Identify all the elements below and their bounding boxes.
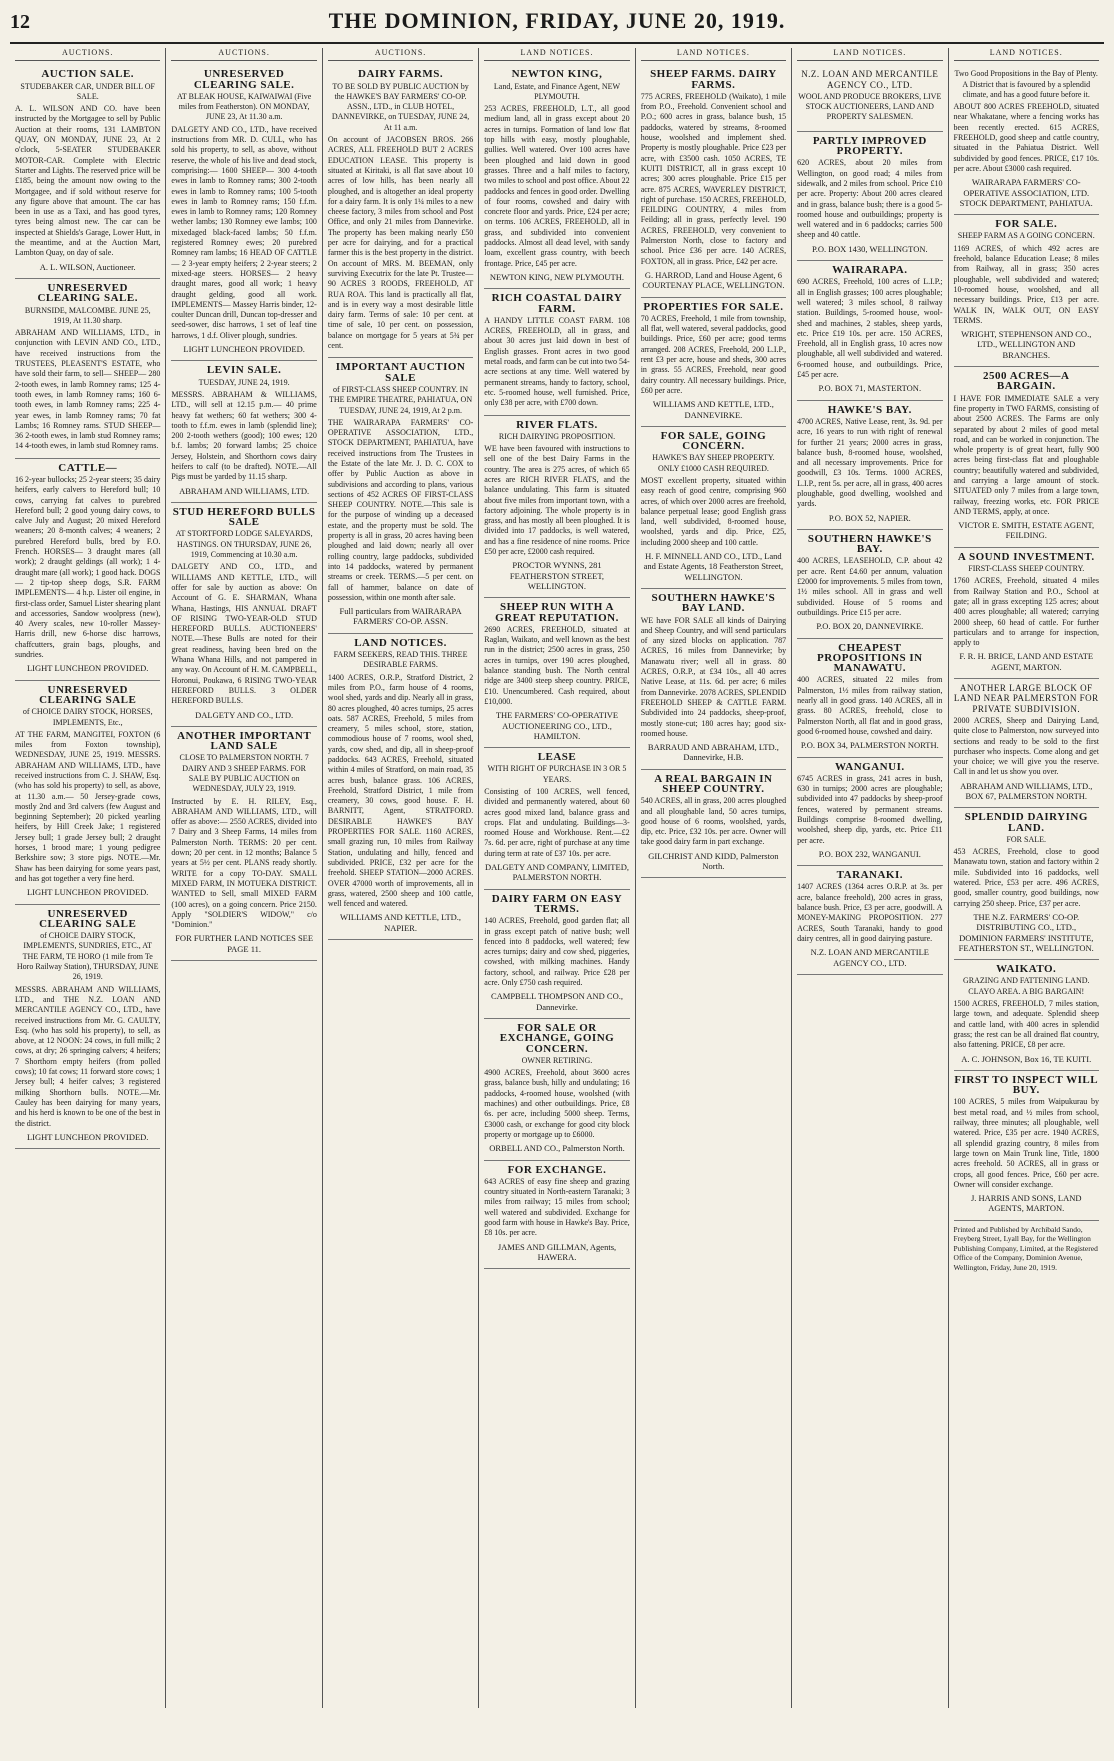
ad-subtitle: RICH DAIRYING PROPOSITION.	[498, 431, 616, 441]
advertisement	[954, 808, 1099, 960]
ad-title: IMPORTANT AUCTION SALE	[335, 361, 466, 384]
ad-body-text: ABRAHAM AND WILLIAMS, LTD., in conjunction with LEVIN AND CO., LTD., have received instructions from the TRUSTEES, PLEASENT'S ESTATE, who have sold their farm, to sell— SHEEP— 280 2-tooth ewes, in lamb Romney rams; 125 4-tooth ewes, in lamb Romney rams; 160 6-tooth ewes, in lamb Romney rams; 225 4-year ewes, in lamb Romney rams; 70 fat Lambs; 16 Romney rams. STUD SHEEP— 36 2-tooth ewes, in lamb stud Romney rams; 14 4-tooth ewes, in lamb stud Romney rams.	[15, 328, 161, 451]
advertisement	[484, 1161, 629, 1270]
ad-signature: VICTOR E. SMITH, ESTATE AGENT, FEILDING.	[958, 520, 1095, 541]
ad-subtitle: FOR SALE.	[1006, 834, 1047, 844]
ad-title: FIRST TO INSPECT WILL BUY.	[954, 1073, 1099, 1097]
ad-signature: Full particulars from WAIRARAPA FARMERS' CO-OP. ASSN.	[339, 606, 462, 627]
advertisement	[328, 358, 473, 633]
advertisement	[641, 770, 786, 879]
ad-subtitle: HAWKE'S BAY SHEEP PROPERTY. ONLY £1000 CASH REQUIRED.	[652, 453, 775, 473]
advertisement	[15, 681, 160, 905]
column-5	[636, 48, 792, 1708]
ad-signature: ORBELL AND CO., Palmerston North.	[489, 1143, 625, 1154]
ad-title: SHEEP RUN WITH A GREAT REPUTATION.	[495, 601, 619, 624]
ad-signature: WILLIAMS AND KETTLE, LTD., DANNEVIRKE.	[652, 399, 774, 420]
ad-body-text: WE have FOR SALE all kinds of Dairying and Sheep Country, and will send particulars of any sized blocks on application. 787 ACRES, 16 miles from Dannevirke; by Manawatu river; well all in grass. 80 ACRES, O.R.P., at £34 10s., all 40 acres Native Lease, at 11s. 6d. per acre; 6 miles from Dannevirke. 2078 ACRES, SPLENDID FREEHOLD SHEEP & CATTLE FARM. Subdivided into 24 paddocks, sheep-proof, mostly stone-cut; 180 acres hay; good six-roomed house.	[640, 615, 787, 738]
ad-body-text: 1760 ACRES, Freehold, situated 4 miles from Railway Station and P.O., School at gate; all in grass excepting 125 acres; about 400 acres ploughable; all watered; carrying 2000 sheep, 60 head of cattle. For further particulars and to arrange for inspection, apply to	[953, 576, 1099, 648]
masthead	[10, 8, 1104, 44]
ad-title: UNRESERVED CLEARING SALE	[39, 683, 137, 706]
ad-subtitle: STUDEBAKER CAR, UNDER BILL OF SALE.	[20, 81, 156, 101]
column-heading: LAND NOTICES.	[954, 48, 1099, 61]
ad-signature: P.O. BOX 52, NAPIER.	[828, 512, 911, 523]
advertisement	[797, 530, 942, 639]
advertisement	[797, 261, 942, 401]
column-heading: LAND NOTICES.	[484, 48, 629, 61]
advertisement	[171, 727, 316, 961]
column-4	[479, 48, 635, 1708]
advertisement	[797, 132, 942, 261]
ad-subtitle: FIRST-CLASS SHEEP COUNTRY.	[968, 564, 1085, 574]
ad-body-text: 1169 ACRES, of which 492 acres are freehold, balance Education Lease; 8 miles from Railway, all in grass; 350 acres ploughable, well subdivided and watered; 10-roomed house, woolshed, and all necessary buildings. Price, £13 per acre. WALK IN, WALK OUT, ON EASY TERMS.	[953, 243, 1099, 325]
column-6	[792, 48, 948, 1708]
advertisement	[484, 598, 629, 748]
advertisement	[328, 65, 473, 358]
ad-subtitle: GRAZING AND FATTENING LAND. CLAYO AREA. A BIG BARGAIN!	[962, 976, 1090, 996]
ad-signature: NEWTON KING, NEW PLYMOUTH.	[489, 271, 625, 282]
ad-title: STUD HEREFORD BULLS SALE	[172, 505, 316, 529]
ad-title: LEVIN SALE.	[206, 364, 282, 377]
ad-title: FOR SALE OR EXCHANGE, GOING CONCERN.	[499, 1021, 615, 1055]
ad-body-text: 643 ACRES of easy fine sheep and grazing country situated in North-eastern Taranaki; 3 miles from railway; 15 miles from school; well watered and subdivided. Exchange for good farm with house in Hawke's Bay. Price, £8 10s. per acre.	[484, 1176, 630, 1238]
ad-body-text: 690 ACRES, Freehold, 100 acres of L.I.P.; all in English grasses; 100 acres ploughable; well watered; 3 miles school, 8 railway station. Buildings, 5-roomed house, wool-shed and machines, 2 stables, sheep yards, etc. Price £19 10s. per acre. 150 ACRES, Freehold, all in English grass, 10 acres now ploughable, all well subdivided and watered. 6-roomed house, and outbuildings. Price, £45 per acre.	[797, 277, 943, 380]
ad-signature: FOR FURTHER LAND NOTICES SEE PAGE 11.	[175, 933, 314, 954]
ad-title: RICH COASTAL DAIRY FARM.	[491, 292, 623, 315]
ad-title: SPLENDID DAIRYING LAND.	[964, 811, 1088, 834]
ad-title: WAIKATO.	[996, 963, 1057, 976]
ad-title: PARTLY IMPROVED PROPERTY.	[812, 134, 927, 158]
ad-subtitle: TUESDAY, JUNE 24, 1919.	[198, 377, 290, 387]
ad-title: LEASE	[537, 751, 577, 764]
ad-body-text: MESSRS. ABRAHAM & WILLIAMS, LTD., will sell at 12.15 p.m.— 40 prime heavy fat wethers; 60 fat wethers; 300 4-tooth to f.f.m. ewes in lamb (splendid line); 200 2-tooth wethers (good); 100 ewes; 120 b.f. lambs; 20 forward lambs; 25 choice Jersey, Holstein, and Shorthorn cows dairy heifers to calf (to be drafted). NOTE.—All Pigs must be yarded by 11.15 sharp.	[171, 389, 317, 482]
ad-body-text: THE WAIRARAPA FARMERS' CO-OPERATIVE ASSOCIATION, LTD., STOCK DEPARTMENT, PAHIATUA, have received instructions from The Trustees in the Estate of the late Mr. J. D. C. COX to offer by Public Auction as above in subdivisions and according to plans, various sections of 452 ACRES OF FIRST-CLASS SHEEP COUNTRY. NOTE.—This sale is for the purpose of winding up a deceased estate, and the property must be sold. The property is all in grass, 20 acres having been ploughed and laid down; nearly all over rolling country, large paddocks, subdivided into 14 paddocks, watered by permanent streams or creek. TERMS.—5 per cent. on fall of hammer, balance on date of possession, within one month after sale.	[327, 417, 474, 602]
advertisement	[954, 679, 1099, 808]
ad-body-text: 400 ACRES, LEASEHOLD, C.P. about 42 per acre. Rent £4.60 per annum, valuation £2000 for improvements. 5 miles from town, 1½ miles school. All in grass and well subdivided. House of 5 rooms and outbuildings. Price £15 per acre.	[797, 556, 943, 617]
ad-subtitle: CLOSE TO PALMERSTON NORTH. 7 DAIRY AND 3 SHEEP FARMS. FOR SALE BY PUBLIC AUCTION on WEDNESDAY, JULY 23, 1919.	[179, 753, 309, 794]
ad-body-text: 775 ACRES, FREEHOLD (Waikato), 1 mile from P.O., Freehold. Convenient school and P.O.; 600 acres in grass, balance bush, 15 paddocks, watered by streams, 8-roomed house, woolshed and implement shed. Property is mostly ploughable. Price £23 per acre, with £3500 cash. 1050 ACRES, TE KUITI DISTRICT, all in grass except 10 acres; 300 acres ploughable. Price £15 per acre. 875 ACRES, WAVERLEY DISTRICT, right of purchase. 150 ACRES, FREEHOLD, FEILDING COUNTRY, 4 miles from Feilding; all in grass, perfectly level. 190 ACRES, FREEHOLD, very convenient to Palmerston North, close to factory and school. Price £36 per acre. 140 ACRES, FOXTON, all in grass. Price, £42 per acre.	[640, 91, 787, 266]
printer-imprint: Printed and Published by Archibald Sando, Freyberg Street, Lyall Bay, for the Wellington Publishing Company, Limited, at the Registered Office of the Company, Dominion Avenue, Wellington, Friday, June 20, 1919.	[953, 1224, 1098, 1272]
ad-body-text: 453 ACRES, Freehold, close to good Manawatu town, station and factory within 2 mile. Subdivided into 16 paddocks, well watered. Price, £53 per acre. 496 ACRES, good, smaller country, good buildings, now carrying 250 sheep. Price, £37 per acre.	[953, 847, 1099, 908]
ad-subtitle: Two Good Propositions in the Bay of Plenty. A District that is favoured by a splendid climate, and has a good future before it.	[954, 69, 1098, 99]
ad-signature: A. L. WILSON, Auctioneer.	[39, 261, 136, 272]
ad-body-text: 1407 ACRES (1364 acres O.R.P. at 3s. per acre, balance freehold), 200 acres in grass, balance bush. Price, £3 per acre, goodwill. A MONEY-MAKING PROPOSITION. 277 ACRES, South Taranaki, handy to good dairy centres, all in good dairying pasture.	[797, 882, 943, 943]
ad-signature: H. F. MINNELL AND CO., LTD., Land and Estate Agents, 18 Featherston Street, WELLINGTON.	[643, 551, 784, 582]
ad-body-text: 140 ACRES, Freehold, good garden flat; all in grass except patch of native bush; well fenced into 8 paddocks, well watered; few acres turnips; dairy and cow shed, piggeries, cowshed, with milking machines. Handy factory, school, and railway. Price £28 per acre. Only £750 cash required.	[484, 916, 630, 988]
column-1	[10, 48, 166, 1708]
ad-signature: BARRAUD AND ABRAHAM, LTD., Dannevirke, H.B.	[647, 742, 779, 763]
ad-title: SOUTHERN HAWKE'S BAY LAND.	[651, 591, 776, 615]
advertisement	[484, 65, 629, 289]
ad-title: WANGANUI.	[835, 760, 905, 773]
advertisement	[328, 634, 473, 940]
ad-body-text: 253 ACRES, FREEHOLD, L.T., all good medium land, all in grass except about 20 acres in turnips. Formation of land low flat top hills with easy, mostly ploughable, gullies. Well watered. Over 100 acres have been ploughed and laid down in good grasses. Three and a half miles to factory, two miles to school and post office. About 22 paddocks and fences in good order. Dwelling of four rooms, cowshed and dairy with concrete floor and yards. Price, £24 per acre; on terms. 106 ACRES, FREEHOLD, all in grass, and subdivided into convenient paddocks. Almost all dead level, with sandy loam, excellent grass country, with beech frontage. Price, £45 per acre.	[484, 104, 630, 268]
ad-signature: P.O. BOX 232, WANGANUI.	[818, 848, 921, 859]
ad-signature: JAMES AND GILLMAN, Agents, HAWERA.	[497, 1241, 617, 1262]
ad-signature: THE N.Z. FARMERS' CO-OP. DISTRIBUTING CO., LTD., DOMINION FARMERS' INSTITUTE, FEATHERSTON ST., WELLINGTON.	[958, 911, 1094, 953]
ad-subtitle: of CHOICE DAIRY STOCK, IMPLEMENTS, SUNDRIES, ETC., AT THE FARM, TE HORO (1 mile from Te Horo Railway Station), THURSDAY, JUNE 26, 1919.	[16, 931, 159, 982]
advertisement	[484, 890, 629, 1019]
ad-signature: LIGHT LUNCHEON PROVIDED.	[26, 1131, 149, 1142]
ad-subtitle: Land, Estate, and Finance Agent, NEW PLYMOUTH.	[493, 81, 621, 101]
ad-signature: CAMPBELL THOMPSON AND CO., Dannevirke.	[490, 991, 623, 1012]
ad-body-text: A. L. WILSON AND CO. have been instructed by the Mortgagee to sell by Public Auction at their rooms, 131 LAMBTON QUAY, ON MONDAY, JUNE 23, At 2 o'clock, 5-SEATER STUDEBAKER MOTOR-CAR. Complete with Electric Starter and Lights. The reserved price will be £185, being the amount now owing to the Mortgagee, and if sold without reserve for any figure above that amount. The car has been in use as a Taxi, and has good tyres, tyres being almost new. The car can be inspected at Shields's Garage, Lower Hutt, in the meantime, and at the Auction Mart, Lambton Quay, on day of sale.	[15, 104, 161, 258]
advertisement	[171, 503, 316, 727]
ad-body-text: I HAVE FOR IMMEDIATE SALE a very fine property in TWO FARMS, consisting of about 2500 ACRES. The Farms are only separated by about 2 miles of good metal road, and can be worked in conjunction. The whole property is of great heart, fully 900 acres being first-class flat and ploughable country; beautifully watered and subdivided, and carrying a large amount of stock. SITUATED only 7 miles from a large town, railway, freezing works, etc. FOR PRICE AND TERMS, apply, at once.	[953, 393, 1099, 516]
ad-title: DAIRY FARM ON EASY TERMS.	[491, 892, 623, 915]
ad-signature: LIGHT LUNCHEON PROVIDED.	[183, 344, 305, 355]
ad-signature: WILLIAMS AND KETTLE, LTD., NAPIER.	[340, 912, 462, 933]
ad-title: ANOTHER IMPORTANT LAND SALE	[177, 729, 312, 753]
ad-subtitle: TO BE SOLD BY PUBLIC AUCTION by the HAWKE'S BAY FARMERS' CO-OP. ASSN., LTD., in CLUB HOTEL, DANNEVIRKE, on TUESDAY, JUNE 24, At 11 a.m.	[331, 81, 470, 132]
ad-title: NEWTON KING,	[511, 68, 603, 81]
advertisement	[641, 298, 786, 427]
column-heading: LAND NOTICES.	[797, 48, 942, 61]
ad-title: UNRESERVED CLEARING SALE.	[193, 68, 295, 91]
column-heading: AUCTIONS.	[171, 48, 316, 61]
ad-subtitle: OWNER RETIRING.	[521, 1055, 593, 1065]
ad-title: DAIRY FARMS.	[358, 68, 444, 81]
column-heading: LAND NOTICES.	[641, 48, 786, 61]
ad-body-text: ABOUT 800 ACRES FREEHOLD, situated near Whakatane, where a fencing works has been recently erected. 615 ACRES, FREEHOLD, good sheep and cattle country, situated in the Pahiatua District. Well subdivided by good fences. PRICE, £17 10s. per acre. About £3000 cash required.	[953, 102, 1099, 173]
advertisement	[484, 416, 629, 599]
ad-signature: P.O. BOX 1430, WELLINGTON.	[812, 243, 928, 254]
advertisement	[484, 289, 629, 415]
ad-body-text: A HANDY LITTLE COAST FARM. 108 ACRES, FREEHOLD, all in grass, and about 30 acres just laid down in best of English grasses. Front acres in two good metal roads, and farm can be cut into two 54-acre sections at any time. Well watered by permanent streams, handy to factory, school, etc. 5-roomed house, well furnished. Price, only £38 per acre, with £700 down.	[484, 315, 630, 408]
ad-signature: DALGETY AND CO., LTD.	[195, 709, 294, 720]
advertisement	[797, 639, 942, 758]
ad-body-text: 16 2-year bullocks; 25 2-year steers; 35 dairy heifers, early calvers to Hereford bull; 10 cows, carrying fat calves to purebred Hereford bull; 2 good young dairy cows, to calve July and August; 20 mixed Hereford weaners; 20 8-month calves; 4 weaners; 2 purebred Hereford bulls, bred by F.O. French. HORSES— 3 draught mares (all work); 2 draught geldings (all work); 1 4-draught mare (all work); 1 good hack. DOGS— 2 tip-top sheep dogs, S.R. FARM IMPLEMENTS— 4 h.p. Lister oil engine, in first-class order, Samuel Lister shearing plant and accessories, Sandow woolpress (new), 40 Avery scales, new 10-roller Massey-Harris drill, new 6-horse disc harrows, chaffcutters, grain bags, ploughs, and sundries.	[15, 474, 161, 660]
ad-title: AUCTION SALE.	[41, 68, 135, 81]
ad-signature: F. R. H. BRICE, LAND AND ESTATE AGENT, MARTON.	[959, 651, 1094, 672]
advertisement	[954, 1071, 1099, 1221]
advertisement	[641, 427, 786, 589]
ad-body-text: 620 ACRES, about 20 miles from Wellington, on good road; 4 miles from sidewalk, and 2 miles from school. Price £10 per acre. Property: About 200 acres cleared and in grass, balance bush; there is a good 5-roomed house and outbuildings; property is well watered and in 6 paddocks; carries 500 sheep and 40 cattle.	[797, 158, 943, 240]
ad-signature: A. C. JOHNSON, Box 16, TE KUITI.	[961, 1053, 1092, 1064]
ad-signature: P.O. BOX 20, DANNEVIRKE.	[816, 621, 924, 632]
ad-body-text: Consisting of 100 ACRES, well fenced, divided and permanently watered, about 60 acres good mixed land, balance grass and crops. Flat and undulating. Buildings—3-roomed House and Workhouse. Rent.—£2 7s. 6d. per acre, right of purchase at any time during term at rate of £37 10s. per acre.	[484, 787, 630, 858]
ad-body-text: WE have been favoured with instructions to sell one of the best Dairy Farms in the country. The area is 275 acres, of which 65 acres are RICH RIVER FLATS, and the balance undulating. This farm is situated about five miles from important town, with a factory adjoining. The whole property is in grass, and has mostly all been ploughed. It is divided into 17 paddocks, is well watered, and has a fine residence of nine rooms. Price £50 per acre, £2000 cash required.	[484, 444, 630, 557]
ad-body-text: 400 ACRES, situated 22 miles from Palmerston, 1½ miles from railway station, nearly all in good grass. 140 ACRES, all in grass. 80 ACRES, freehold, close to Palmerston North, all flat and in good grass, good 6-roomed house, cowshed and dairy.	[797, 675, 943, 736]
advertisement	[954, 215, 1099, 367]
ad-title: RIVER FLATS.	[516, 418, 598, 431]
ad-signature: P.O. BOX 71, MASTERTON.	[818, 383, 922, 394]
column-7	[949, 48, 1104, 1708]
ad-title: FOR EXCHANGE.	[507, 1163, 607, 1176]
ad-title: LAND NOTICES.	[354, 636, 447, 649]
column-heading: AUCTIONS.	[15, 48, 160, 61]
columns-container	[10, 48, 1104, 1708]
page-number: 12	[10, 11, 30, 33]
ad-title: SHEEP FARMS. DAIRY FARMS.	[650, 68, 777, 91]
ad-subtitle: WITH RIGHT OF PURCHASE IN 3 OR 5 YEARS.	[487, 764, 627, 784]
ad-body-text: AT THE FARM, MANGITEI, FOXTON (6 miles from Foxton township), WEDNESDAY, JUNE 25, 1919. MESSRS. ABRAHAM AND WILLIAMS, LTD., have received instructions from C. J. SHAW, Esq. (who has sold his property) to sell, as above, at 11.30 a.m.— 50 Jersey-grade cows, mostly 2nd and 3rd calvers (few August and beginning September); 20 picked yearling heifers, by Hill Creek Jake; 1 registered Jersey bull; 1 grade Jersey bull; 2 draught horses, 1 brood mare; 1 young pedigree Berkshire sow; 3 store pigs. NOTE.—Mr. Shaw has been dairying for some years past, and has got together a very fine herd.	[15, 729, 161, 883]
ad-title: UNRESERVED CLEARING SALE.	[37, 281, 138, 305]
ad-signature: WAIRARAPA FARMERS' CO-OPERATIVE ASSOCIATION, LTD. STOCK DEPARTMENT, PAHIATUA.	[959, 177, 1093, 208]
ad-signature: N.Z. LOAN AND MERCANTILE AGENCY CO., LTD.	[810, 947, 929, 968]
column-3	[323, 48, 479, 1708]
ad-subtitle: WOOL AND PRODUCE BROKERS, LIVE STOCK AUCTIONEERS, LAND AND PROPERTY SALESMEN.	[798, 91, 942, 122]
ad-signature: WRIGHT, STEPHENSON AND CO., LTD., WELLINGTON AND BRANCHES.	[961, 329, 1092, 360]
ad-title: FOR SALE.	[995, 218, 1058, 231]
ad-title: ANOTHER LARGE BLOCK OF LAND NEAR PALMERSTON FOR PRIVATE SUBDIVISION.	[953, 683, 1099, 714]
ad-body-text: 2000 ACRES, Sheep and Dairying Land, quite close to Palmerston, now surveyed into sections and ready to be sold to the first purchaser who inspects. Come along and get your choice; we will give you the reserve. Call in and let us show you over.	[953, 715, 1099, 777]
advertisement	[484, 748, 629, 890]
ad-subtitle: AT BLEAK HOUSE, KAIWAIWAI (Five miles from Featherston). ON MONDAY, JUNE 23, At 11.30 a.m.	[176, 91, 312, 122]
ad-body-text: 6745 ACRES in grass, 241 acres in bush, 630 in turnips; 2000 acres are ploughable; subdivided into 47 paddocks by sheep-proof fences, watered by permanent streams. Buildings comprise 8-roomed dwelling, woolshed, sheep dip, yards, etc. Price £11 per acre.	[797, 773, 943, 845]
column-heading: AUCTIONS.	[328, 48, 473, 61]
ad-title: N.Z. LOAN AND MERCANTILE AGENCY CO., LTD.	[801, 69, 939, 90]
advertisement	[484, 1019, 629, 1161]
ad-body-text: 2690 ACRES, FREEHOLD, situated at Raglan, Waikato, and well known as the best run in the district; 2500 acres in grass, 250 acres in turnips, over 190 acres ploughed, balance standing bush. The North central ridge are 3400 steep sheep country. PRICE, £10. Unencumbered. Cash required, about £10,000.	[484, 624, 630, 706]
ad-signature: G. HARROD, Land and House Agent, 6 COURTENAY PLACE, WELLINGTON.	[642, 269, 785, 291]
ad-body-text: 1400 ACRES, O.R.P., Stratford District, 2 miles from P.O., farm house of 4 rooms, wool shed, yards and dip. Nearly all in grass, 80 acres ploughed, 40 acres turnips, 25 acres oats. 587 ACRES, Freehold, 5 miles from creamery, 5 miles school, store, station, commodious house of 7 rooms, wool shed, yards, cow shed, and dip, all in sheep-proof paddocks. 643 ACRES, Freehold, situated within 4 miles of Stratford, on main road, 35 acres bush, balance grass. 106 ACRES, Freehold, Stratford District, 1 mile from creamery, 30 cows, good house. F. H. BARNITT, Agent, STRATFORD. DESIRABLE HAWKE'S BAY PROPERTIES FOR SALE. 1160 ACRES, small grazing run, 10 miles from Railway Station, undulating and hilly, fenced and subdivided. PRICE, £32 per acre for the freehold. SHEEP STATION—2000 ACRES. OVER 47000 worth of improvements, all in grass, watered, 2500 sheep and 100 cattle, well fenced and watered.	[327, 672, 474, 909]
ad-title: A REAL BARGAIN IN SHEEP COUNTRY.	[654, 772, 773, 795]
advertisement	[15, 905, 160, 1150]
ad-title: A SOUND INVESTMENT.	[957, 550, 1095, 563]
advertisement	[641, 65, 786, 297]
ad-signature: THE FARMERS' CO-OPERATIVE AUCTIONEERING CO., LTD., HAMILTON.	[495, 710, 619, 741]
ad-title: FOR SALE, GOING CONCERN.	[660, 429, 767, 453]
advertisement	[954, 65, 1099, 215]
advertisement	[954, 548, 1099, 679]
ad-subtitle: FARM SEEKERS, READ THIS. THREE DESIRABLE FARMS.	[333, 650, 468, 670]
newspaper-title: THE DOMINION, FRIDAY, JUNE 20, 1919.	[328, 8, 786, 33]
ad-body-text: 70 ACRES, Freehold, 1 mile from township, all flat, well watered, several paddocks, good buildings. Price, £60 per acre; good terms arranged. 208 ACRES, Freehold, 200 L.I.P., rent £3 per acre, house and sheds, 300 acres in grass. 55 ACRES, Freehold, near good dairy country. All necessary buildings. Price, £60 per acre.	[640, 313, 787, 395]
ad-title: TARANAKI.	[836, 869, 903, 882]
ad-title: SOUTHERN HAWKE'S BAY.	[807, 532, 932, 556]
ad-body-text: Instructed by E. H. RILEY, Esq., ABRAHAM AND WILLIAMS, LTD., will offer as above:— 2550 ACRES, divided into 7 Dairy and 3 Sheep Farms, 14 miles from Palmerston North. TERMS: 20 per cent. down; 20 per cent. in 12 months; Balance 5 years at 5½ per cent. PLANS ready shortly. WRITE for a copy TO-DAY. SMALL MIXED FARM, IN MOTUEKA DISTRICT. WANTED to Sell, small MIXED FARM (100 acres), on a going concern. Price 2150. Apply "SOLDIER'S WIDOW," c/o "Dominion."	[171, 796, 317, 930]
ad-title: CHEAPEST PROPOSITIONS IN MANAWATU.	[817, 641, 923, 675]
advertisement	[171, 65, 316, 361]
ad-body-text: DALGETY AND CO., LTD., and WILLIAMS AND KETTLE, LTD., will offer for sale by auction as above: On Account of G. E. SHARMAN, Whana Whana, Hastings, HIS ANNUAL DRAFT OF RISING TWO-YEAR-OLD STUD HEREFORD BULLS. AUCTIONEERS' NOTE.—These Bulls are noted for their great readiness, having been bred on the Whana Whana Hills, and not pampered in any way. On Account of H. M. CAMPBELL, Horonui, Poukawa, 6 RISING TWO-YEAR HEREFORD BULLS. 3 OLDER HEREFORD BULLS.	[171, 562, 317, 706]
ad-signature: J. HARRIS AND SONS, LAND AGENTS, MARTON.	[970, 1193, 1082, 1214]
ad-body-text: DALGETY AND CO., LTD., have received instructions from MR. D. CULL, who has sold his property, to sell, as above, without reserve, the whole of his live and dead stock, comprising:— 1600 SHEEP— 300 4-tooth ewes in lamb to Romney rams; 300 2-tooth ewes in lamb to Romney rams; 100 5-tooth ewes in lamb to Romney rams; 150 f.f.m. ewes in lamb to Romney rams; 120 Romney wether lambs; 130 Romney ewe lambs; 100 mixedaged black-faced lambs; 50 f.f.m. registered Romney ewes; 20 purebred Romney ram lambs; 16 HEAD OF CATTLE— 2 3-year empty heifers; 2 2-year steers; 2 mixed-age steers. HORSES— 2 heavy draught mares, good all work; 1 heavy draught gelding, good all work. IMPLEMENTS— Massey Harris binder, 12-coulter Duncan drill, Duncan top-dresser and seed-sower, disc harrows, 1 set of leaf tine harrows, 1 d.f. Oliver plough, sundries.	[171, 124, 317, 340]
ad-body-text: 1500 ACRES, FREEHOLD, 7 miles station, large town, and adequate. Splendid sheep and cattle land, with 400 acres in splendid grass; the rest can be all drained flat country, also fattening. PRICE, £8 per acre.	[953, 999, 1099, 1050]
ad-signature: GILCHRIST AND KIDD, Palmerston North.	[648, 850, 779, 872]
ad-subtitle: AT STORTFORD LODGE SALEYARDS, HASTINGS. ON THURSDAY, JUNE 26, 1919, Commencing at 10.30 a.m.	[175, 529, 313, 560]
ad-body-text: 540 ACRES, all in grass, 200 acres ploughed and all ploughable land, 50 acres turnips, good house of 6 rooms, woolshed, yards, dip, etc. Price, £32 10s. per acre. Owner will take good dairy farm in part exchange.	[640, 796, 787, 847]
advertisement	[15, 279, 160, 459]
ad-signature: ABRAHAM AND WILLIAMS, LTD.	[179, 485, 310, 496]
ad-body-text: MESSRS. ABRAHAM AND WILLIAMS, LTD., and THE N.Z. LOAN AND MERCANTILE AGENCY CO., LTD., have received instructions from Mr. G. CAULTY, Esq. (who has sold his property), to sell, as above, at 12 NOON: 24 cows, in full milk; 2 cows, at dry; 26 springing calvers; 4 heifers; 7 Shorthorn empty heifers (from polled cows); 10 fat cows; 11 forward store cows; 1 Jersey bull; 4 heifer calves; 3 registered milking Shorthorn bulls. NOTE.—Mr. Cauley has been dairying for many years, and his herd is known to be one of the best in the district.	[15, 984, 161, 1128]
advertisement	[954, 960, 1099, 1071]
ad-body-text: 4900 ACRES, Freehold, about 3600 acres grass, balance bush, hilly and undulating; 16 paddocks, 4-roomed house, woolshed (with machines) and other outbuildings. Price, £8 6s. per acre, including 5000 sheep. Terms, £3000 cash, or exchange for good city block property or mortgage up to £6000.	[484, 1068, 630, 1139]
ad-subtitle: SHEEP FARM AS A GOING CONCERN.	[957, 231, 1095, 241]
advertisement	[641, 589, 786, 770]
advertisement	[797, 758, 942, 867]
ad-signature: ABRAHAM AND WILLIAMS, LTD., BOX 67, PALMERSTON NORTH.	[960, 780, 1093, 801]
ad-body-text: On account of JACOBSEN BROS. 266 ACRES, ALL FREEHOLD BUT 2 ACRES EDUCATION LEASE. This property is situated at Kiritaki, is all flat save about 10 acres of low hills, has been nearly all ploughed, and is altogether an ideal property for a dairy farm. It is only 1¼ miles to a new cheese factory, 3 miles from school and Post Office, and only 21 miles from Dannevirke. The property has been making nearly £50 per acre for dairying, and for a practical farmer this is the best property in the district. On account of MRS. M. BEEMAN, only surviving Executrix for the late Pt. Trustee— 90 ACRES 3 ROODS, FREEHOLD, AT RUA ROA. This land is practically all flat, and is in every way a most desirable little dairy farm. Terms of sale: 10 per cent. at time of sale, 10 per cent. on possession, balance on mortgage for 5 years at 5¾ per cent.	[327, 135, 474, 351]
ad-body-text: 4700 ACRES, Native Lease, rent, 3s. 9d. per acre, 16 years to run with right of renewal for further 21 years; 2000 acres in grass, balance bush, 8-roomed house, woolshed, and all necessary improvements. Price for goodwill, £3 10s. Terms. 1000 ACRES, L.I.P., rent 5s. per acre, all in grass, 400 acres ploughable, good dwelling, woolshed and yards.	[797, 416, 943, 509]
ad-body-text: MOST excellent property, situated within easy reach of good centre, comprising 960 acres, of which over 2000 acres are freehold, balance perpetual lease; good English grass land, well subdivided, 8-roomed house, woolshed, yards and dip. Price, £25, including 2000 sheep and 100 cattle.	[640, 475, 787, 547]
ad-signature: LIGHT LUNCHEON PROVIDED.	[26, 663, 149, 674]
ad-signature: DALGETY AND COMPANY, LIMITED, PALMERSTON NORTH.	[485, 862, 629, 883]
ad-signature: P.O. BOX 34, PALMERSTON NORTH.	[800, 740, 939, 751]
ad-subtitle: of CHOICE DAIRY STOCK, HORSES, IMPLEMENTS, Etc.,	[22, 707, 153, 727]
ad-signature: PROCTOR WYNNS, 281 FEATHERSTON STREET, WELLINGTON.	[509, 560, 605, 591]
advertisement	[15, 65, 160, 279]
ad-subtitle: BURNSIDE, MALCOMBE. JUNE 25, 1919, At 11.30 sharp.	[24, 305, 151, 325]
ad-title: HAWKE'S BAY.	[827, 403, 912, 416]
advertisement	[954, 367, 1099, 548]
ad-title: CATTLE—	[58, 461, 118, 474]
ad-subtitle: of FIRST-CLASS SHEEP COUNTRY. IN THE EMPIRE THEATRE, PAHIATUA, ON TUESDAY, JUNE 24, 1919, At 2 p.m.	[328, 384, 473, 415]
ad-title: 2500 ACRES—A BARGAIN.	[983, 370, 1070, 393]
ad-title: UNRESERVED CLEARING SALE	[39, 907, 137, 930]
advertisement	[797, 401, 942, 530]
advertisement	[171, 361, 316, 503]
ad-body-text: 100 ACRES, 5 miles from Waipukurau by best metal road, and ½ miles from school, railway, three minutes; all ploughable, well watered. Price, £35 per acre. 1940 ACRES, all splendid grazing country, 8 miles from large town on Main Trunk line, Title, 1800 acres freehold. 50 ACRES, all in grass or crops, all good fences. Price, £60 per acre. Owner will consider exchange.	[953, 1097, 1099, 1189]
advertisement	[797, 65, 942, 131]
advertisement	[15, 459, 160, 681]
column-2	[166, 48, 322, 1708]
ad-title: PROPERTIES FOR SALE.	[643, 300, 784, 313]
ad-title: WAIRARAPA.	[832, 264, 908, 277]
ad-signature: LIGHT LUNCHEON PROVIDED.	[26, 887, 149, 898]
advertisement	[797, 866, 942, 975]
